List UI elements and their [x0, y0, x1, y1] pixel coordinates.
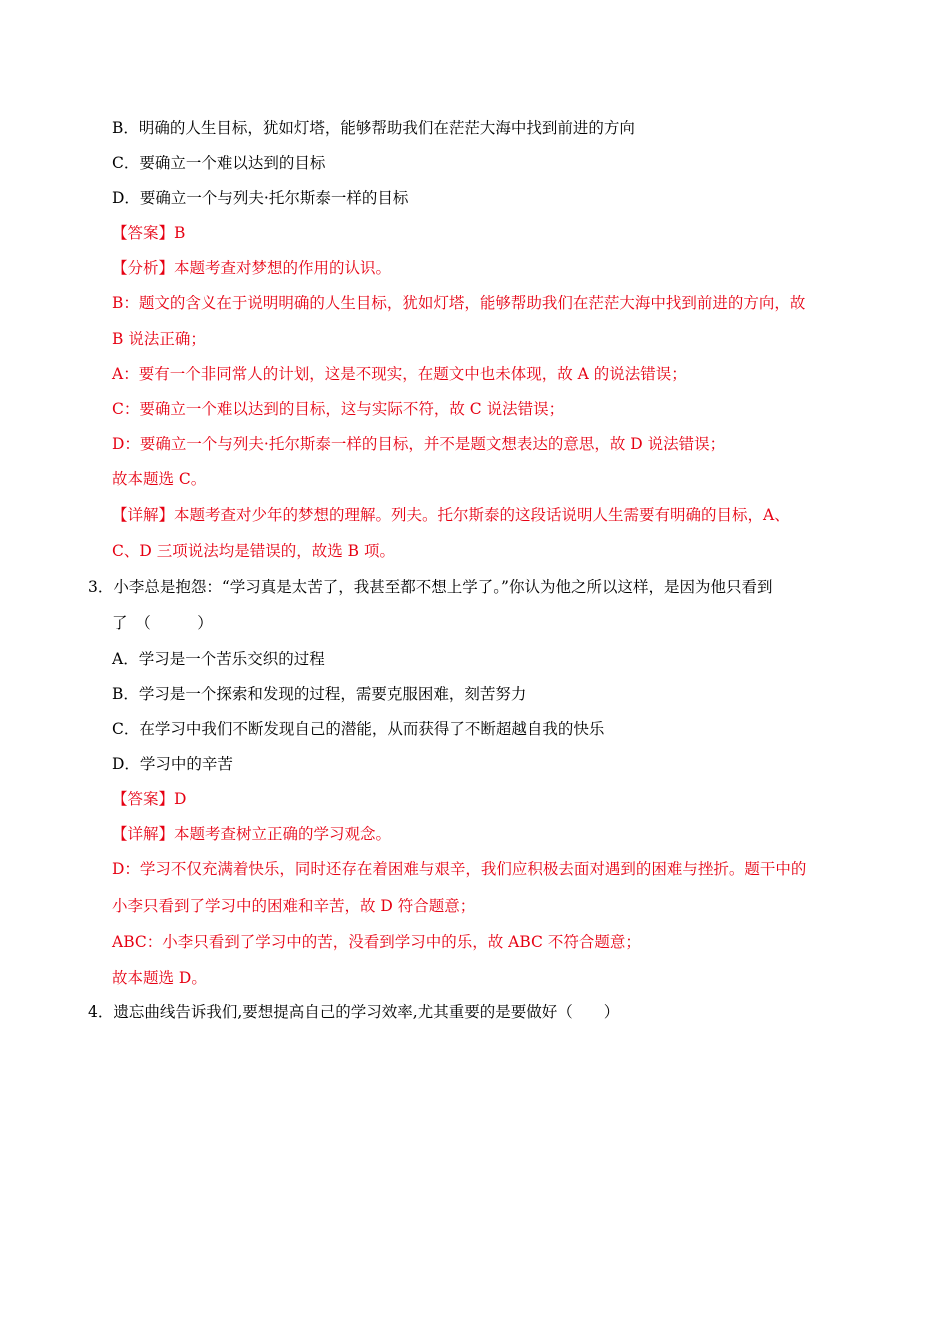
- question-3-stem-cont: 了 （ ）: [112, 614, 213, 632]
- conclusion-q3: 故本题选 D。: [112, 969, 207, 987]
- analysis-q2-d: D：要确立一个与列夫·托尔斯泰一样的目标，并不是题文想表达的意思，故 D 说法错误；: [112, 435, 726, 453]
- option-b-q2: B．明确的人生目标，犹如灯塔，能够帮助我们在茫茫大海中找到前进的方向: [112, 119, 635, 137]
- option-d-q2: D．要确立一个与列夫·托尔斯泰一样的目标: [112, 189, 409, 207]
- explanation-q2: 【详解】本题考查对少年的梦想的理解。列夫。托尔斯泰的这段话说明人生需要有明确的目标，A、: [112, 506, 790, 524]
- question-3-stem: 3．小李总是抱怨：“学习真是太苦了，我甚至都不想上学了。”你认为他之所以这样，是因为他只看到: [88, 578, 773, 596]
- analysis-q2-c: C：要确立一个难以达到的目标，这与实际不符，故 C 说法错误；: [112, 400, 565, 418]
- analysis-q2-b-cont: B 说法正确；: [112, 330, 206, 348]
- explanation-q2-cont: C、D 三项说法均是错误的，故选 B 项。: [112, 542, 395, 560]
- analysis-q2-b: B：题文的含义在于说明明确的人生目标，犹如灯塔，能够帮助我们在茫茫大海中找到前进的方向，故: [112, 294, 806, 312]
- explanation-q3: 【详解】本题考查树立正确的学习观念。: [112, 825, 392, 843]
- conclusion-q2: 故本题选 C。: [112, 470, 207, 488]
- explanation-q3-abc: ABC：小李只看到了学习中的苦，没看到学习中的乐，故 ABC 不符合题意；: [112, 933, 641, 951]
- option-d-q3: D．学习中的辛苦: [112, 755, 233, 773]
- option-c-q2: C．要确立一个难以达到的目标: [112, 154, 326, 172]
- answer-q2: 【答案】B: [112, 224, 186, 242]
- option-c-q3: C．在学习中我们不断发现自己的潜能，从而获得了不断超越自我的快乐: [112, 720, 605, 738]
- option-a-q3: A．学习是一个苦乐交织的过程: [112, 650, 325, 668]
- analysis-q2-a: A：要有一个非同常人的计划，这是不现实，在题文中也未体现，故 A 的说法错误；: [112, 365, 687, 383]
- option-b-q3: B．学习是一个探索和发现的过程，需要克服困难，刻苦努力: [112, 685, 527, 703]
- answer-q3: 【答案】D: [112, 790, 187, 808]
- explanation-q3-d: D：学习不仅充满着快乐，同时还存在着困难与艰辛，我们应积极去面对遇到的困难与挫折。题干中的: [112, 860, 807, 878]
- explanation-q3-d-cont: 小李只看到了学习中的困难和辛苦，故 D 符合题意；: [112, 897, 476, 915]
- analysis-q2: 【分析】本题考查对梦想的作用的认识。: [112, 259, 392, 277]
- question-4-stem: 4．遗忘曲线告诉我们,要想提高自己的学习效率,尤其重要的是要做好（ ）: [88, 1003, 620, 1021]
